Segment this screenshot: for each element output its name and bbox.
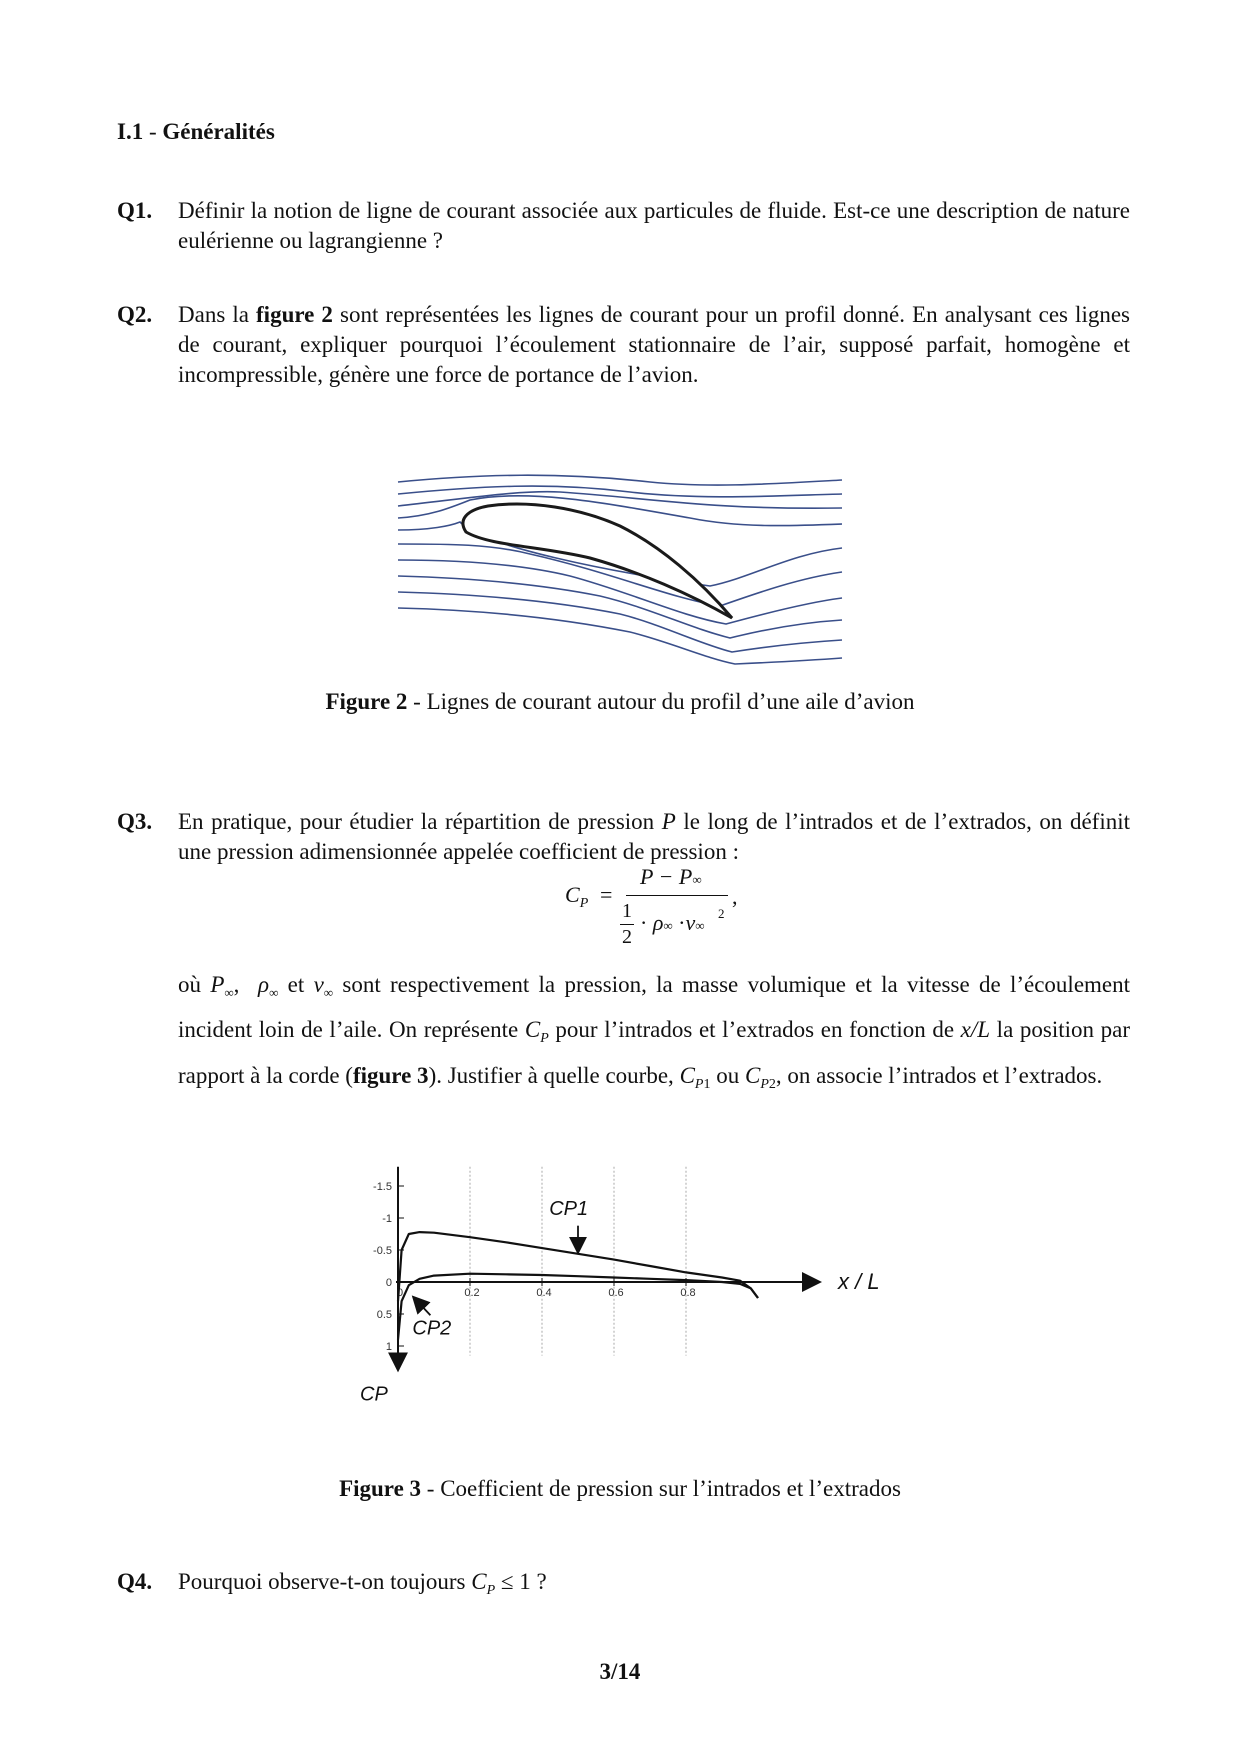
y-tick-label: -1.5 <box>373 1181 392 1193</box>
figure-3-cp-chart <box>340 1140 900 1410</box>
streamline <box>398 475 842 485</box>
half-bar <box>620 924 634 925</box>
streamline <box>398 486 842 497</box>
q1-text: Définir la notion de ligne de courant associée aux particules de fluide. Est-ce une description de nature eulérienne ou lagrangienne ? <box>178 198 1130 253</box>
chart-labels <box>360 1198 880 1406</box>
q4-label: Q4. <box>117 1569 153 1594</box>
figure-3-caption: Figure 3 - Coefficient de pression sur l’intrados et l’extrados <box>339 1476 901 1501</box>
chart-axes <box>396 1167 818 1369</box>
y-tick-label: 0.5 <box>376 1309 392 1321</box>
annotation-cp1: CP1 <box>549 1197 589 1220</box>
x-tick-label: 0.8 <box>680 1287 696 1299</box>
annotation-cp2: CP2 <box>412 1317 452 1340</box>
streamline <box>398 608 842 664</box>
streamline <box>398 576 842 638</box>
q2-label: Q2. <box>117 302 153 327</box>
series-line-cp2 <box>398 1274 758 1340</box>
y-tick-label: -1 <box>382 1213 392 1225</box>
q2-text: Dans la figure 2 sont représentées les lignes de courant pour un profil donné. En analysant ces lignes de courant, expliquer pourquoi l’écoulement stationnaire de l’air, supposé parfait, homogène et incompressible, génère une force de portance de l’avion. <box>178 302 1131 387</box>
figure-2-caption: Figure 2 - Lignes de courant autour du profil d’une aile d’avion <box>325 689 915 714</box>
q3-text-2: où $P_\infty$, $\rho_\infty$ et $v_\infty$ sont respectivement la pression, la masse volumique et la vitesse de l’écoulement incident loin de l’aile. On représente $C_P$ pour l’intrados et l’extrados en fonction de x/L la position par rapport à la corde (figure 3). Justifier à quelle courbe, $C_{P1}$ ou $C_{P2}$, on associe l’intrados et l’extrados. <box>178 972 1131 1092</box>
y-tick-label: -0.5 <box>373 1245 392 1257</box>
x-tick-label: 0.6 <box>608 1287 624 1299</box>
q4-text: Pourquoi observe-t-on toujours $C_P \le 1$ ? <box>178 1569 547 1598</box>
y-axis-label: CP <box>360 1383 388 1406</box>
x-axis-label: x / L <box>838 1269 880 1294</box>
x-tick-label: 0 <box>396 1287 404 1299</box>
fraction-bar <box>626 895 728 896</box>
streamlines <box>398 475 842 664</box>
chart-grid <box>470 1167 686 1356</box>
page-number: 3/14 <box>599 1659 641 1684</box>
q3-text-1: En pratique, pour étudier la répartition de pression P le long de l’intrados et de l’extrados, on définit une pression adimensionnée appelée coefficient de pression : <box>178 809 1130 864</box>
y-tick-label: 0 <box>385 1277 392 1289</box>
x-tick-label: 0.4 <box>536 1287 552 1299</box>
annotation-arrow-cp2 <box>414 1298 430 1315</box>
q3-label: Q3. <box>117 809 153 834</box>
section-heading: I.1 - Généralités <box>117 119 275 144</box>
q1-label: Q1. <box>117 198 153 223</box>
airfoil-profile <box>463 504 732 618</box>
y-tick-label: 1 <box>385 1341 392 1353</box>
figure-2-streamlines <box>390 468 850 668</box>
x-tick-label: 0.2 <box>464 1287 480 1299</box>
